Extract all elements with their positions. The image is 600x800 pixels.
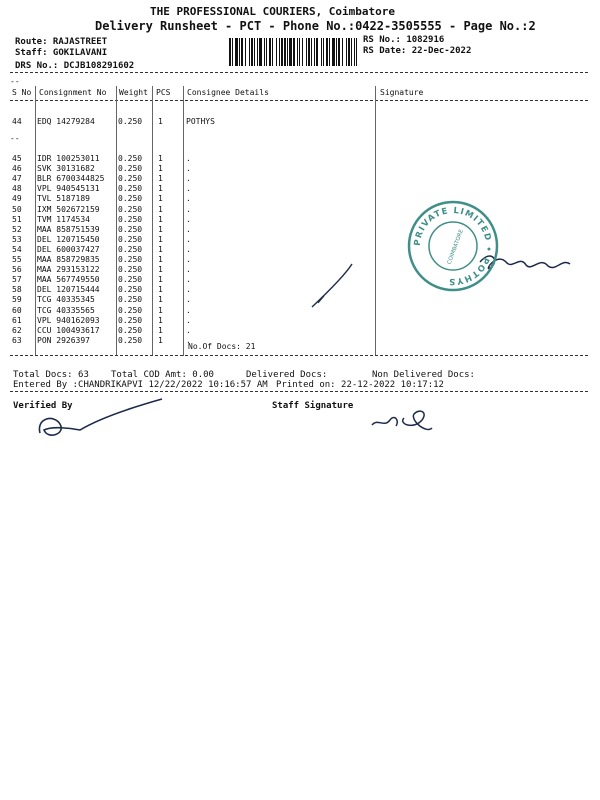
row-pcs: 1 (158, 295, 163, 305)
printed-on: Printed on: 22-12-2022 10:17:12 (276, 380, 444, 390)
row-pcs: 1 (158, 315, 163, 325)
total-cod: Total COD Amt: 0.00 (111, 370, 214, 380)
row-details: . (186, 174, 191, 184)
col-header-details: Consignee Details (187, 88, 269, 97)
row-details: . (186, 325, 191, 335)
row-sno: 60 (12, 305, 22, 315)
row-weight: 0.250 (118, 335, 143, 345)
row-consignment: DEL 120715450 (37, 234, 100, 244)
row-pcs: 1 (158, 194, 163, 204)
row-weight: 0.250 (118, 295, 143, 305)
row-sno: 51 (12, 214, 22, 224)
row-consignment: IDR 100253011 (37, 154, 100, 163)
row-sno: 48 (12, 184, 22, 194)
col-header-sno: S No (12, 88, 32, 97)
staff-signature-label: Staff Signature (272, 401, 354, 411)
row-sno: 47 (12, 174, 22, 184)
verified-by-label: Verified By (13, 401, 73, 411)
row-sno: 63 (12, 335, 22, 345)
row-consignment: TVM 1174534 (37, 214, 90, 224)
row-consignment: PON 2926397 (37, 335, 90, 345)
row-pcs: 1 (158, 234, 163, 244)
row-weight: 0.250 (118, 154, 143, 163)
row-pcs: 1 (158, 255, 163, 264)
row-weight: 0.250 (118, 315, 143, 325)
drs-number: DRS No.: DCJB108291602 (15, 61, 135, 71)
row-weight: 0.250 (118, 204, 143, 214)
row-pcs: 1 (158, 154, 163, 163)
row-pcs: 1 (158, 214, 163, 224)
row-details: POTHYS (186, 117, 215, 126)
company-seal (407, 200, 499, 292)
row-pcs: 1 (158, 184, 163, 194)
entered-by: Entered By :CHANDRIKAPVI 12/22/2022 10:16:57 AM (13, 380, 268, 390)
col-header-consignment: Consignment No (39, 88, 107, 97)
row-sno: 56 (12, 265, 22, 275)
row-sno: 44 (12, 117, 22, 126)
row-pcs: 1 (158, 275, 163, 285)
total-docs: Total Docs: 63 (13, 370, 89, 380)
row-sno: 50 (12, 204, 22, 214)
row-weight: 0.250 (118, 234, 143, 244)
row-pcs: 1 (158, 244, 163, 254)
row-pcs: 1 (158, 325, 163, 335)
row-weight: 0.250 (118, 117, 143, 126)
row-sno: 49 (12, 194, 22, 204)
row-consignment: TCG 40335345 (37, 295, 95, 305)
row-consignment: CCU 100493617 (37, 325, 100, 335)
row-consignment: MAA 293153122 (37, 265, 100, 275)
row-consignment: BLR 6700344825 (37, 174, 105, 184)
row-consignment: TVL 5187189 (37, 194, 90, 204)
row-weight: 0.250 (118, 305, 143, 315)
row-consignment: DEL 120715444 (37, 285, 100, 295)
col-header-signature: Signature (380, 88, 424, 97)
company-name: THE PROFESSIONAL COURIERS, Coimbatore (150, 5, 396, 18)
row-sno: 54 (12, 244, 22, 254)
row-sno: 46 (12, 164, 22, 174)
row-details: . (186, 204, 191, 214)
row-details: . (186, 335, 191, 345)
row-sno: 45 (12, 154, 22, 163)
verified-signature (39, 399, 162, 435)
row-details: . (186, 194, 191, 204)
row-details: . (186, 224, 191, 234)
row-consignment: IXM 502672159 (37, 204, 100, 214)
row-details: . (186, 315, 191, 325)
rs-number: RS No.: 1082916 (363, 35, 445, 45)
row-details: . (186, 214, 191, 224)
seal-text-path: PRIVATE LIMITED • POTHYS (412, 205, 494, 287)
seal-inner-text: COIMBATORE (446, 228, 465, 266)
row-weight: 0.250 (118, 255, 143, 264)
row-sno: 57 (12, 275, 22, 285)
row-consignment: MAA 567749550 (37, 275, 100, 285)
row-consignment: SVK 30131682 (37, 164, 95, 174)
row-sno: 58 (12, 285, 22, 295)
row-pcs: 1 (158, 305, 163, 315)
col-header-pcs: PCS (156, 88, 171, 97)
route-label: Route: RAJASTREET (15, 37, 108, 47)
row-weight: 0.250 (118, 275, 143, 285)
row-details: . (186, 305, 191, 315)
row-consignment: DEL 600037427 (37, 244, 100, 254)
row-sno: 61 (12, 315, 22, 325)
row-details: . (186, 154, 191, 163)
row-sno: 62 (12, 325, 22, 335)
staff-signature (372, 411, 432, 429)
row-details: . (186, 255, 191, 264)
table-prefix: -- (10, 134, 20, 143)
row-consignment: TCG 40335565 (37, 305, 95, 315)
row-weight: 0.250 (118, 174, 143, 184)
row-details: . (186, 275, 191, 285)
row-details: . (186, 265, 191, 275)
non-delivered-docs: Non Delivered Docs: (372, 370, 475, 380)
row-details: . (186, 164, 191, 174)
row-pcs: 1 (158, 335, 163, 345)
no-of-docs: No.Of Docs: 21 (188, 342, 256, 351)
row-pcs: 1 (158, 224, 163, 234)
row-weight: 0.250 (118, 164, 143, 174)
row-consignment: VPL 940545131 (37, 184, 100, 194)
col-header-weight: Weight (119, 88, 148, 97)
row-weight: 0.250 (118, 244, 143, 254)
row-sno: 55 (12, 255, 22, 264)
staff-label: Staff: GOKILAVANI (15, 48, 108, 58)
row-weight: 0.250 (118, 184, 143, 194)
row-details: . (186, 295, 191, 305)
table-prefix: -- (10, 77, 20, 86)
row-details: . (186, 285, 191, 295)
row-weight: 0.250 (118, 224, 143, 234)
row-details: . (186, 244, 191, 254)
row-pcs: 1 (158, 285, 163, 295)
row-pcs: 1 (158, 174, 163, 184)
row-pcs: 1 (158, 265, 163, 275)
row-details: . (186, 184, 191, 194)
row-pcs: 1 (158, 164, 163, 174)
row-weight: 0.250 (118, 194, 143, 204)
row-pcs: 1 (158, 204, 163, 214)
row-details: . (186, 234, 191, 244)
row-sno: 52 (12, 224, 22, 234)
pen-stroke (312, 264, 352, 307)
row-sno: 53 (12, 234, 22, 244)
row-sno: 59 (12, 295, 22, 305)
rs-date: RS Date: 22-Dec-2022 (363, 46, 472, 56)
row-pcs: 1 (158, 117, 163, 126)
row-weight: 0.250 (118, 285, 143, 295)
delivered-docs: Delivered Docs: (246, 370, 328, 380)
row-consignment: VPL 940162093 (37, 315, 100, 325)
row-weight: 0.250 (118, 214, 143, 224)
row-consignment: MAA 858729835 (37, 255, 100, 264)
row-weight: 0.250 (118, 325, 143, 335)
row-weight: 0.250 (118, 265, 143, 275)
runsheet-title: Delivery Runsheet - PCT - Phone No.:0422-3505555 - Page No.:2 (95, 19, 536, 33)
row-consignment: MAA 858751539 (37, 224, 100, 234)
row-consignment: EDQ 14279284 (37, 117, 95, 126)
